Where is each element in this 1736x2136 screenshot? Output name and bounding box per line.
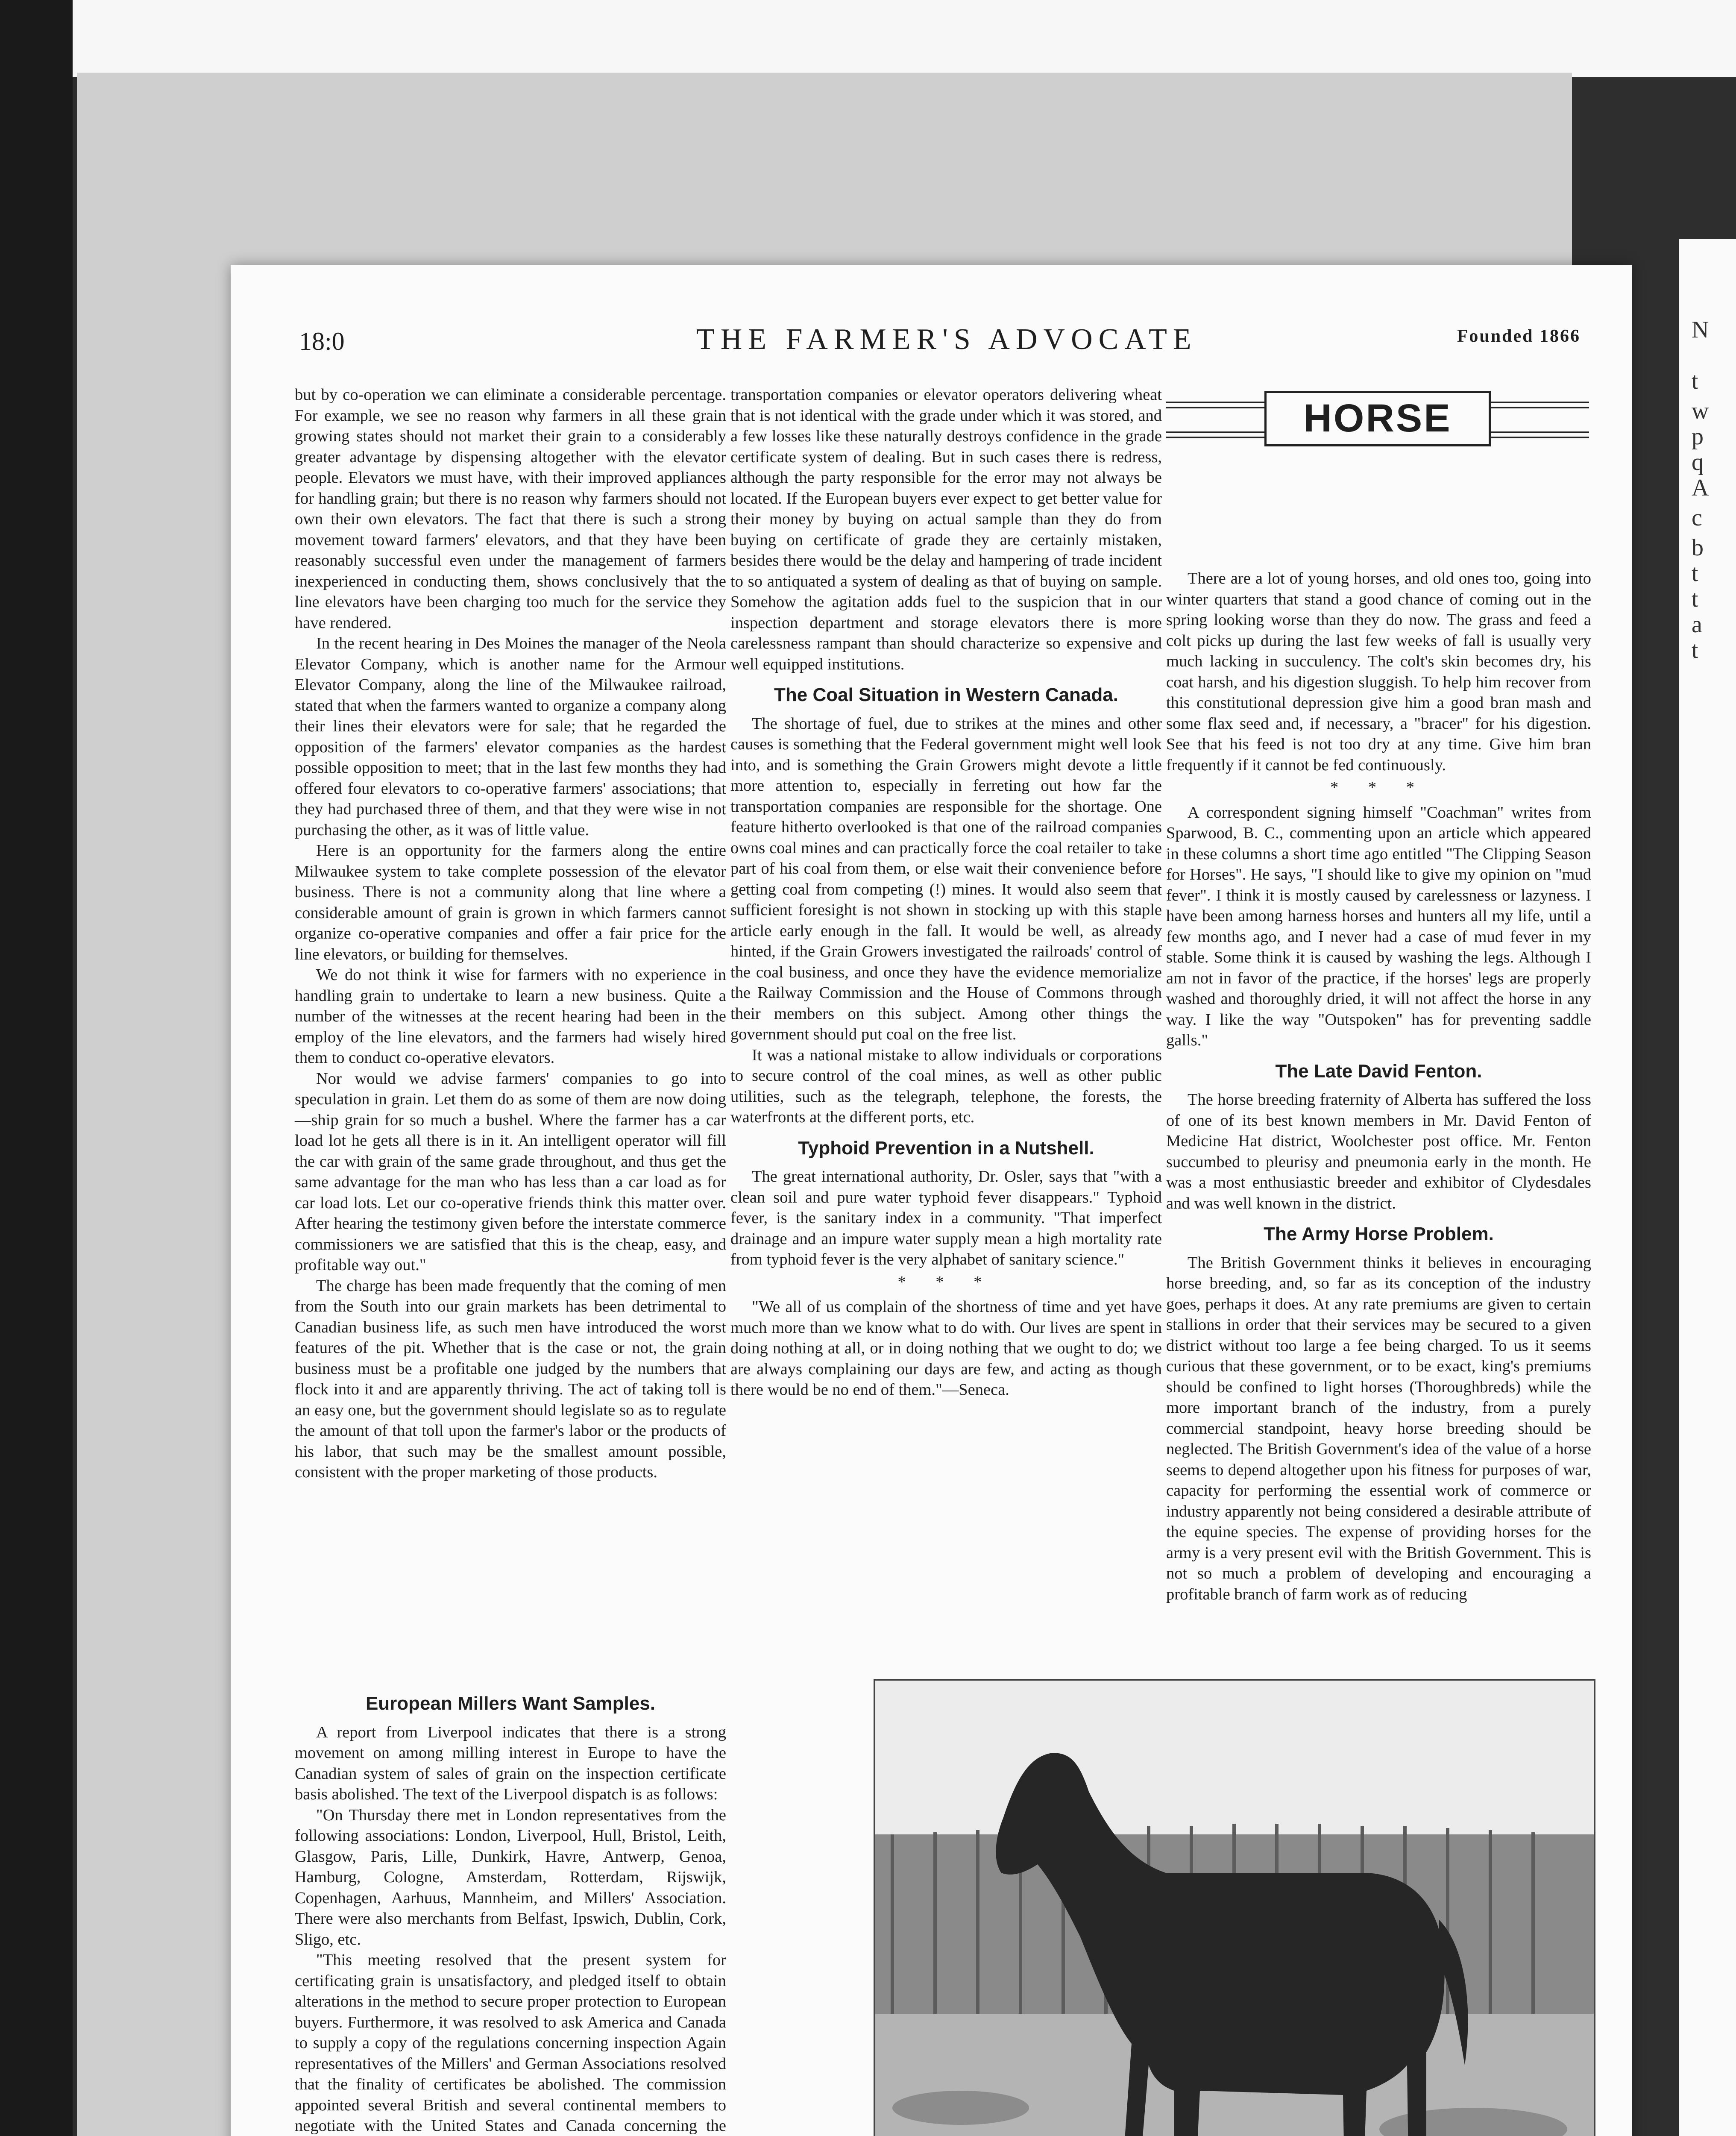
strip-char: t <box>1692 560 1698 587</box>
horse-banner-label: HORSE <box>1264 391 1491 446</box>
article-paragraph: The great international authority, Dr. Osler, says that "with a clean soil and pure water typhoid fever disappears." Typhoid fever, is the sanitary index in a community. "That imperfect drainage and an impure water supply mean a high mortality rate from typhoid fever is the very alphabet of sanitary science." <box>730 1168 1162 1268</box>
article-paragraph: "This meeting resolved that the present system for certificating grain is unsatisfactory, and pledged itself to obtain alterations in the method to secure proper protection to European buyers. Furthermore, it was resolved to ask America and Canada to supply a copy of the regulations concerning inspection Again representatives of the Millers' and German Associations resolved that the finality of certificates be abolished. The commission appointed several British and several continental members to negotiate with the United States and Canada concerning the <box>295 1951 726 2135</box>
horse-section-banner <box>1166 376 1589 461</box>
coal-heading: The Coal Situation in Western Canada. <box>774 684 1118 705</box>
article-paragraph: The horse breeding fraternity of Alberta has suffered the loss of one of its best known members in Mr. David Fenton of Medicine Hat district, Woolchester post office. Mr. Fenton succumbed to pleurisy and pneumonia early in the month. He was a most enthusiastic breeder and exhibitor of Clydesdales and was well known in the district. <box>1166 1091 1591 1212</box>
horse-photograph <box>874 1679 1595 2136</box>
strip-char: t <box>1692 368 1698 394</box>
article-paragraph: but by co-operation we can eliminate a considerable percentage. For example, we see no reason why farmers in all these grain growing states should not market their grain to a considerably greater advantage by dispensing altogether with the elevator people. Elevators we must have, with their improved appliances for handling grain; but there is no reason why farmers should not own their own elevators. The fact that there is such a strong movement toward farmers' elevators, and that they have been reasonably successful even under the management of farmers inexperienced in conducting them, shows conclusively that the line elevators have been charging too much for the service they have rendered. <box>295 386 726 632</box>
article-paragraph: It was a national mistake to allow individuals or corporations to secure control of the coal mines, as well as other public utilities, such as the telegraph, telephone, the forests, the waterfronts at the different ports, etc. <box>730 1046 1162 1126</box>
strip-char: t <box>1692 586 1698 612</box>
typhoid-heading: Typhoid Prevention in a Nutshell. <box>798 1137 1094 1159</box>
strip-char: b <box>1692 534 1704 561</box>
founded-label: Founded 1866 <box>1457 326 1581 346</box>
fenton-heading: The Late David Fenton. <box>1275 1060 1482 1082</box>
scan-top-margin <box>73 0 1736 77</box>
article-paragraph: The British Government thinks it believes in encouraging horse breeding, and, so far as its conception of the industry goes, perhaps it does. At any rate premiums are given to certain stallions in order that their services may be secured to a given district without too large a fee being charged. To us it seems curious that these government, or to be exact, king's premiums should be confined to light horses (Thoroughbreds) while the more important branch of the industry, from a purely commercial standpoint, heavy horse breeding should be neglected. The British Government's idea of the value of a horse seems to depend altogether upon his fitness for purposes of war, capacity for performing the essential work of commerce or industry apparently not being considered a desirable attribute of the equine species. The expense of providing horses for the army is a very present evil with the British Government. This is not so much a problem of developing and encouraging a profitable branch of farm work as of reducing <box>1166 1253 1591 1603</box>
column-3 <box>1166 568 1591 1605</box>
article-paragraph: In the recent hearing in Des Moines the manager of the Neola Elevator Company, which is another name for the Armour Elevator Company, along the line of the Milwaukee railroad, stated that when the farmers wanted to organize a company along their lines their elevators were for sale; that he regarded the opposition of the farmers' elevator companies as the hardest possible opposition to meet; that in the last few months they had offered four elevators to co-operative farmers' associations; that they had purchased three of them, and that they were wise in not purchasing the other, as it was of little value. <box>295 634 726 839</box>
article-paragraph: The charge has been made frequently that the coming of men from the South into our grain markets has been detrimental to Canadian business life, as such men have introduced the worst features of the pit. Whether that is the case or not, the grain business must be a profitable one judged by the numbers that flock into it and are apparently thriving. The act of taking toll is an easy one, but the government should legislate so as to regulate the amount of that toll upon the farmer's labor or the products of his labor, that such may be the smallest amount possible, consistent with the proper marketing of those products. <box>295 1276 726 1481</box>
strip-char: p <box>1692 423 1704 450</box>
column-1 <box>295 384 726 1483</box>
adjacent-page-strip <box>1679 239 1736 2136</box>
strip-char: A <box>1692 475 1709 501</box>
article-paragraph: A correspondent signing himself "Coachman" writes from Sparwood, B. C., commenting upon an article which appeared in these columns a short time ago entitled "The Clipping Season for Horses". He says, "I should like to give my opinion on "mud fever". I think it is mostly caused by carelessness or lazyness. I have been among harness horses and hunters all my life, until a few months ago, and I never had a case of mud fever in my stable. Some think it is caused by washing the legs. Although I am not in favor of the practice, if the horses' legs are properly washed and thoroughly dried, it will not affect the horse in any way. I like the way "Outspoken" has for preventing saddle galls." <box>1166 803 1591 1049</box>
masthead-title: THE FARMER'S ADVOCATE <box>696 323 1197 356</box>
column-4 <box>295 1683 726 2136</box>
page-header <box>299 323 1581 361</box>
strip-char: q <box>1692 449 1704 475</box>
article-paragraph: A report from Liverpool indicates that there is a strong movement on among milling interest in Europe to have the Canadian system of sales of grain on the inspection certificate basis abolished. The text of the Liverpool dispatch is as follows: <box>295 1723 726 1803</box>
strip-char: a <box>1692 611 1702 638</box>
strip-char: w <box>1692 398 1709 424</box>
quote-paragraph: "We all of us complain of the shortness of time and yet have much more than we know what to do with. Our lives are spent in doing nothing at all, or in doing nothing that we ought to do; we are always complaining our days are few, and acting as though there would be no end of them."—Seneca. <box>730 1298 1162 1399</box>
strip-char: t <box>1692 637 1698 663</box>
column-2 <box>730 384 1162 1400</box>
article-paragraph: Nor would we advise farmers' companies to go into speculation in grain. Let them do as some of them are now doing—ship grain for so much a bushel. Where the farmer has a car load lot he gets all there is in it. An intelligent operator will fill the car with grain of the same grade throughout, and thus get the same advantage for the man who has less than a car load as for car load lots. Let our co-operative friends think this matter over. After hearing the testimony given before the interstate commerce commissioners we are satisfied that this is the cheap, easy, and profitable way out." <box>295 1069 726 1274</box>
strip-char: N <box>1692 317 1709 343</box>
horse-illustration <box>875 1681 1594 2136</box>
millers-heading: European Millers Want Samples. <box>365 1693 656 1714</box>
article-paragraph: We do not think it wise for farmers with no experience in handling grain to undertake to learn a new business. Quite a number of the witnesses at the recent hearing had been in the employ of the line elevators, and the farmers had wisely hired them to conduct co-operative elevators. <box>295 966 726 1067</box>
strip-char: c <box>1692 505 1702 531</box>
article-paragraph: "On Thursday there met in London representatives from the following associations: London, Liverpool, Hull, Bristol, Leith, Glasgow, Paris, Lille, Dunkirk, Havre, Antwerp, Genoa, Hamburg, Cologne, Amsterdam, Rotterdam, Rijswijk, Copenhagen, Aarhuus, Mannheim, and Millers' Association. There were also merchants from Belfast, Ipswich, Dublin, Cork, Sligo, etc. <box>295 1806 726 1948</box>
section-stars: * * * <box>1330 778 1427 796</box>
army-horse-heading: The Army Horse Problem. <box>1264 1224 1494 1244</box>
article-paragraph: Here is an opportunity for the farmers along the entire Milwaukee system to take complete possession of the elevator business. There is not a community along that line where a considerable amount of grain is grown in which farmers cannot organize co-operative companies and offer a fair price for the line elevators, or building for themselves. <box>295 842 726 963</box>
section-stars: * * * <box>897 1273 995 1291</box>
article-paragraph: The shortage of fuel, due to strikes at the mines and other causes is something that the Federal government might well look into, and is something the Grain Growers might devote a little more attention to, especially in ferreting out how far the transportation companies are responsible for the shortage. One feature hitherto overlooked is that one of the railroad companies owns coal mines and can practically force the coal retailer to take part of his coal from them, or else wait their convenience before getting coal from competing (!) mines. It would also seem that sufficient foresight is not shown in stocking up with this staple article early enough in the fall. It would be well, as already hinted, if the Grain Growers investigated the railroads' control of the coal business, and once they have the evidence memorialize the Railway Commission and the House of Commons through their members on this subject. Among other things the government should put coal on the free list. <box>730 714 1162 1043</box>
scan-left-edge <box>0 0 73 2136</box>
page-number: 18:0 <box>299 327 345 355</box>
article-paragraph: transportation companies or elevator operators delivering wheat that is not identical with the grade under which it was stored, and a few losses like these naturally destroys confidence in the grade certificate system of dealing. But in such cases there is redress, although the party responsible for the error may not always be located. If the European buyers ever expect to get better value for their money by buying on actual sample than they do from buying on certificate of grade they are certainly mistaken, besides there would be the delay and hampering of trade incident to so antiquated a system of dealing as that of buying on sample. Somehow the agitation adds fuel to the suspicion that in our inspection department and storage elevators there is more carelessness rampant than should characterize so expensive and well equipped institutions. <box>730 386 1162 673</box>
article-paragraph: There are a lot of young horses, and old ones too, going into winter quarters that stand a good chance of coming out in the spring looking worse than they do now. The grass and feed a colt picks up during the last few weeks of fall is usually very much lacking in succulency. The colt's skin becomes dry, his coat harsh, and his digestion sluggish. To help him recover from this constitutional depression give him a good bran mash and some flax seed and, if necessary, a "bracer" for his digestion. See that his feed is not too dry at any time. Give him bran frequently if it cannot be fed continuously. <box>1166 569 1591 774</box>
